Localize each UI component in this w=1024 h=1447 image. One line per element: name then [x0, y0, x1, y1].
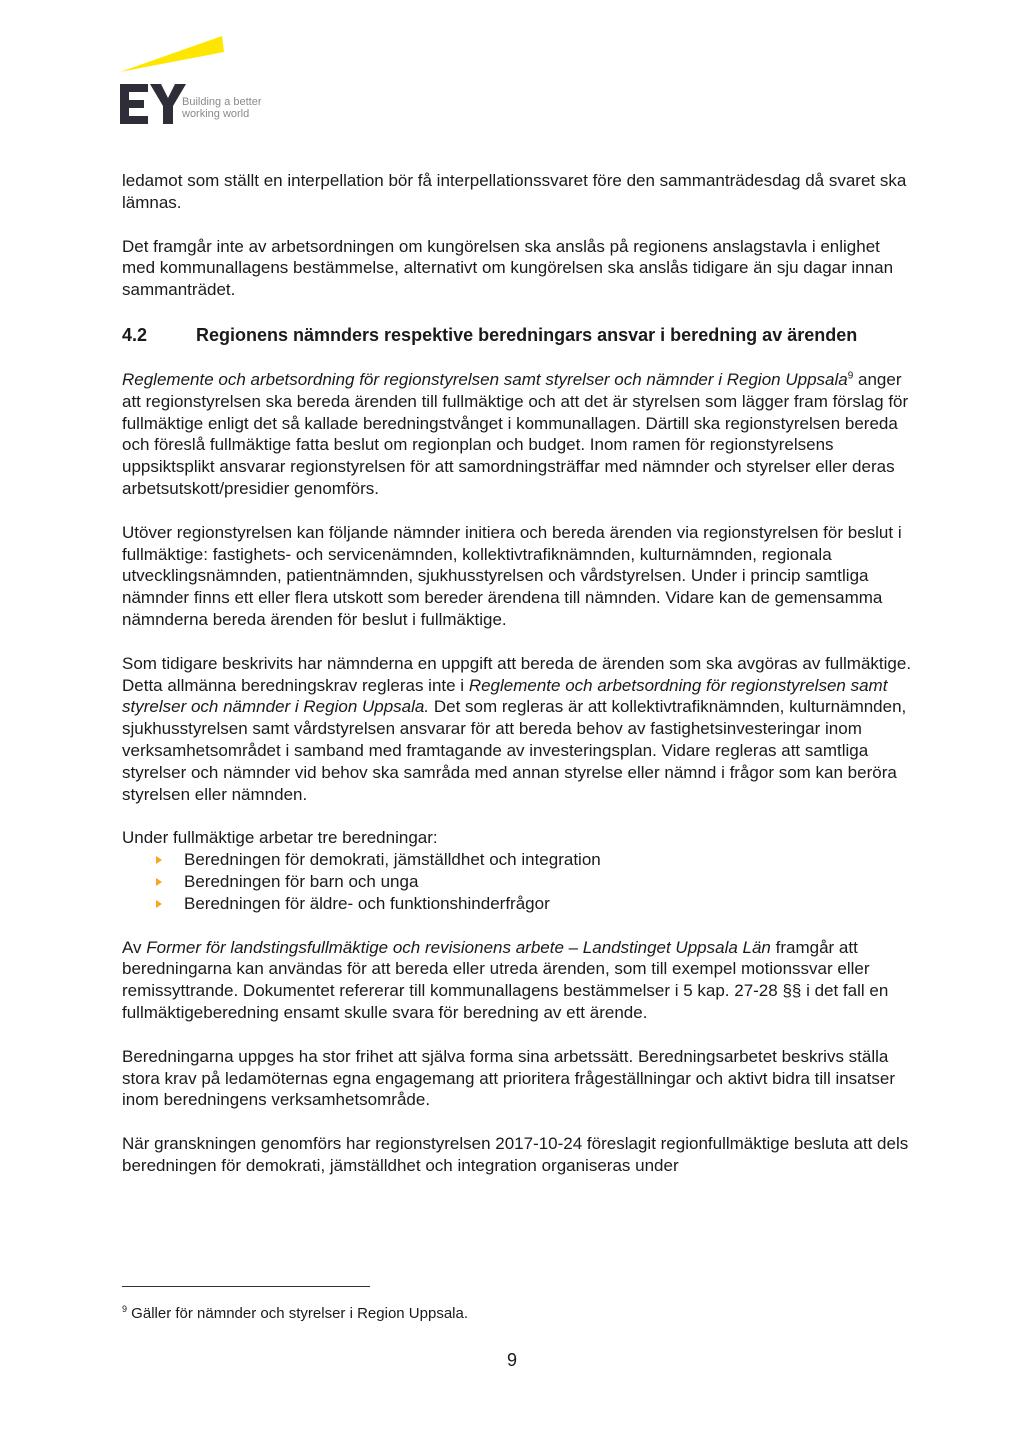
list-item-text: Beredningen för barn och unga — [184, 871, 419, 891]
paragraph-1: ledamot som ställt en interpellation bör få interpellationssvaret före den sammanträdesdag då svaret ska lämnas. — [122, 171, 907, 212]
bullet-triangle-icon — [156, 856, 162, 864]
section-title: Regionens nämnders respektive beredningars ansvar i beredning av ärenden — [196, 324, 858, 345]
footnote-mark: 9 — [122, 1304, 128, 1314]
paragraph-5 — [122, 653, 912, 806]
paragraph-7-italic: Former för landstingsfullmäktige och revisionens arbete – Landstinget Uppsala Län — [146, 937, 771, 957]
list-item-text: Beredningen för äldre- och funktionshinderfrågor — [184, 893, 550, 913]
ey-logo — [120, 30, 320, 130]
list-item — [122, 871, 912, 893]
paragraph-9: När granskningen genomförs har regionstyrelsen 2017-10-24 föreslagit regionfullmäktige besluta att dels beredningen för demokrati, jämställdhet och integration organiseras under — [122, 1134, 909, 1175]
bullet-list — [122, 849, 912, 914]
section-heading — [122, 323, 912, 347]
ey-tagline-line1: Building a better — [182, 96, 262, 108]
list-item — [122, 849, 912, 871]
paragraph-7 — [122, 937, 912, 1024]
paragraph-4: Utöver regionstyrelsen kan följande nämnder initiera och bereda ärenden via regionstyrelsen för beslut i fullmäktige: fastighets- och servicenämnden, kollektivtrafiknämnden, kulturnämnden, regionala utvecklingsnämnden, patientnämnden, sjukhusstyrelsen och vårdstyrelsen. Under i princip samtliga nämnder finns ett eller flera utskott som bereder ärendena till nämnden. Vidare kan de gemensamma nämnderna bereda ärenden för beslut i fullmäktige. — [122, 522, 902, 629]
document-title-italic: Reglemente och arbetsordning för regionstyrelsen samt styrelser och nämnder i Region Uppsala — [122, 369, 848, 389]
list-item-text: Beredningen för demokrati, jämställdhet och integration — [184, 850, 601, 870]
ey-tagline-line2: working world — [182, 108, 250, 120]
bullet-triangle-icon — [156, 900, 162, 908]
paragraph-5-b: Det som regleras är att kollektivtrafiknämnden, kulturnämnden, sjukhusstyrelsen samt vårdstyrelsen ansvarar för att bereda behov av fastighetsinvesteringar inom verksamhetsområdet i samband med framtagande av investeringsplan. Vidare regleras att samtliga styrelser och nämnder vid behov ska samråda med annan styrelse eller nämnd i frågor som kan beröra styrelsen eller nämnden. — [122, 697, 907, 804]
bullet-triangle-icon — [156, 878, 162, 886]
ey-tagline — [182, 96, 262, 120]
paragraph-2: Det framgår inte av arbetsordningen om kungörelsen ska anslås på regionens anslagstavla i enlighet med kommunallagens bestämmelse, alternativt om kungörelsen ska anslås tidigare än sju dagar innan sammanträdet. — [122, 236, 894, 300]
paragraph-5-italic: Reglemente och arbetsordning för regionstyrelsen samt styrelser och nämnder i Region Uppsala. — [122, 675, 888, 717]
footnote-ref: 9 — [847, 370, 854, 382]
page-number: 9 — [506, 1350, 517, 1370]
page-body — [122, 170, 912, 1177]
paragraph-5-a: Som tidigare beskrivits har nämnderna en uppgift att bereda de ärenden som ska avgöras av fullmäktige. Detta allmänna beredningskrav regleras inte i — [122, 653, 912, 695]
section-number: 4.2 — [122, 324, 148, 345]
paragraph-7-a: Av — [122, 937, 147, 957]
paragraph-7-b: framgår att beredningarna kan användas för att bereda eller utreda ärenden, som till exempel motionssvar eller remissyttrande. Dokumentet refererar till kommunallagens bestämmelser i 5 kap. 27-28 §§ i det fall en fullmäktigeberedning ensamt skulle svara för beredning av ett ärende. — [122, 937, 889, 1022]
footnote-text: Gäller för nämnder och styrelser i Region Uppsala. — [127, 1305, 469, 1322]
paragraph-6: Under fullmäktige arbetar tre beredningar: — [122, 828, 438, 848]
list-item — [122, 893, 912, 915]
footnote — [122, 1305, 468, 1323]
paragraph-8: Beredningarna uppges ha stor frihet att själva forma sina arbetssätt. Beredningsarbetet beskrivs ställa stora krav på ledamöternas egna engagemang att prioritera frågeställningar och aktivt bidra till insatser inom beredningens verksamhetsområde. — [122, 1046, 895, 1110]
paragraph-3 — [122, 369, 912, 500]
paragraph-3-rest: anger att regionstyrelsen ska bereda ärenden till fullmäktige och att det är styrelsen som lägger fram förslag för fullmäktige enligt det så kallade beredningstvånget i kommunallagen. Därtill ska regionstyrelsen bereda och föreslå fullmäktige fatta beslut om regionplan och budget. Inom ramen för regionstyrelsens uppsiktsplikt ansvarar regionstyrelsen för att samordningsträffar med nämnder och styrelser eller deras arbetsutskott/presidier genomförs. — [122, 369, 909, 498]
footnote-divider — [122, 1286, 370, 1287]
